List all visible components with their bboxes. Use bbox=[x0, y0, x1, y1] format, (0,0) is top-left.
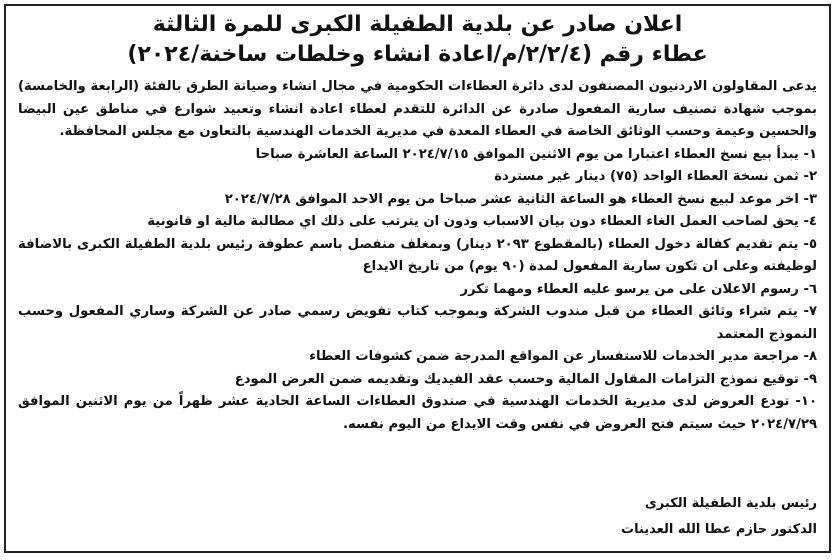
signature-block bbox=[621, 491, 817, 543]
signatory-role: رئيس بلدية الطفيلة الكبرى bbox=[644, 496, 817, 511]
list-item-4: ٤- يحق لصاحب العمل الغاء العطاء دون بيان الاسباب ودون ان يترتب على ذلك اي مطالبة مالية او قانونية bbox=[147, 214, 817, 229]
list-item-3: ٣- اخر موعد لبيع نسخ العطاء هو الساعة الثانية عشر صباحا من يوم الاحد الموافق ٢٠٢٤/٧/٢٨ bbox=[224, 191, 817, 207]
list-item-2: ٢- ثمن نسخة العطاء الواحد (٧٥) دينار غير مستردة bbox=[494, 169, 817, 184]
announcement-title: اعلان صادر عن بلدية الطفيلة الكبرى للمرة الثالثة bbox=[152, 12, 683, 37]
list-item-10: ١٠- تودع العروض لدى مديرية الخدمات الهندسية في صندوق العطاءات الساعة الحادية عشر ظهراً من يوم الاثنين الموافق ٢٠٢٤/٧/٢٩ حيث سيتم فتح العروض في نفس وقت الايداع من اليوم نفسه. bbox=[18, 394, 817, 432]
list-item-6: ٦- رسوم الاعلان على من يرسو عليه العطاء ومهما تكرر bbox=[460, 281, 817, 297]
list-item-7: ٧- يتم شراء وثائق العطاء من قبل مندوب الشركة وبموجب كتاب تفويض رسمي صادر عن الشركة وساري المفعول وحسب النموذج المعتمد bbox=[18, 304, 817, 342]
list-item-5: ٥- يتم تقديم كفالة دخول العطاء (بالمقطوع ٢٠٩٣ دينار) وبمغلف منفصل باسم عطوفة رئيس بلدية الطفيلة الكبرى بالاضافة لوظيفته وعلى ان تكون سارية المفعول لمدة (٩٠ يوم) من تاريخ الايداع bbox=[18, 236, 817, 274]
list-item-1: ١- يبدأ بيع نسخ العطاء اعتبارا من يوم الاثنين الموافق ٢٠٢٤/٧/١٥ الساعة العاشرة صباحا bbox=[255, 146, 817, 162]
list-item-9: ٩- توقيع نموذج التزامات المقاول المالية وحسب عقد الفيديك وتقديمه ضمن العرض المودع bbox=[234, 371, 817, 387]
intro-paragraph: يدعى المقاولون الاردنيون المصنفون لدى دائرة العطاءات الحكومية في مجال انشاء وصيانة الطرق بالفئة (الرابعة والخامسة) بموجب شهادة تصنيف سارية المفعول صادرة عن الدائرة للتقدم لعطاء اعادة انشاء وتعبيد شوارع في مناطق عين البيضا والحسين وعيمة وحسب الوثائق الخاصة في العطاء المعدة في مديرية الخدمات الهندسية بالتعاون مع مجلس المحافظة. bbox=[18, 79, 817, 139]
announcement-frame bbox=[4, 4, 831, 553]
list-item-8: ٨- مراجعة مدير الخدمات للاستفسار عن المواقع المدرجة ضمن كشوفات العطاء bbox=[309, 349, 817, 364]
signatory-name: الدكتور حازم عطا الله العدينات bbox=[621, 522, 817, 537]
tender-number: عطاء رقم (٢/٢/٤/م/اعادة انشاء وخلطات ساخنة/٢٠٢٤) bbox=[127, 42, 708, 67]
